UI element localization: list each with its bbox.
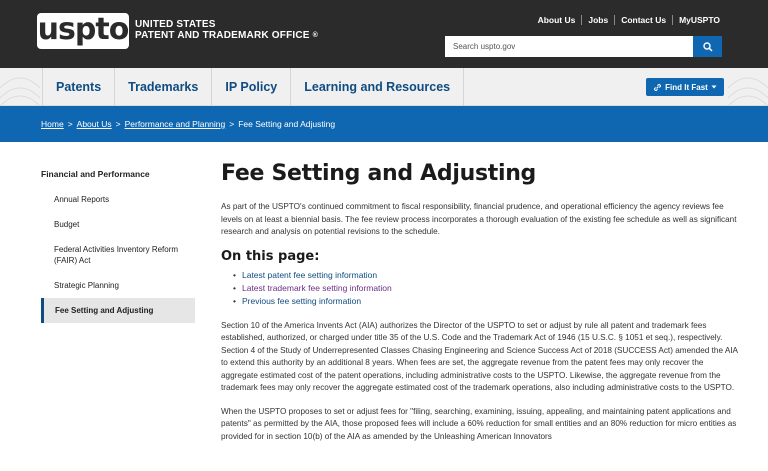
toc-link-trademark-fee[interactable]: • Latest trademark fee setting information	[233, 282, 741, 295]
breadcrumb	[41, 106, 335, 142]
on-this-page-list	[221, 269, 741, 308]
sidebar-item-fee-setting[interactable]: Fee Setting and Adjusting	[41, 298, 195, 323]
breadcrumb-separator: >	[67, 119, 73, 129]
breadcrumb-performance-planning[interactable]: Performance and Planning	[124, 119, 226, 129]
registered-mark: ®	[312, 32, 319, 39]
util-link-about-us[interactable]: About Us	[537, 15, 576, 25]
breadcrumb-bar	[0, 106, 768, 142]
util-link-myuspto[interactable]: MyUSPTO	[679, 15, 720, 25]
breadcrumb-separator: >	[229, 119, 235, 129]
link-icon	[653, 83, 662, 92]
uspto-logo[interactable]	[37, 13, 129, 49]
util-separator	[614, 15, 615, 25]
util-link-contact-us[interactable]: Contact Us	[621, 15, 667, 25]
breadcrumb-separator: >	[115, 119, 121, 129]
sidebar-item-strategic-planning[interactable]: Strategic Planning	[54, 281, 119, 290]
search-input[interactable]	[445, 36, 693, 57]
nav-item-trademarks[interactable]: Trademarks	[115, 68, 212, 106]
search-icon	[703, 42, 713, 52]
on-this-page-heading: On this page:	[221, 248, 320, 264]
sidebar-heading: Financial and Performance	[41, 169, 150, 179]
util-link-jobs[interactable]: Jobs	[588, 15, 609, 25]
sidebar-item-fair-act[interactable]: Federal Activities Inventory Reform (FAIR) Act	[54, 245, 179, 265]
nav-item-ip-policy[interactable]: IP Policy	[212, 68, 291, 106]
main-nav	[0, 68, 768, 106]
search-bar	[445, 36, 722, 57]
util-separator	[581, 15, 582, 25]
caret-down-icon	[711, 84, 717, 90]
logo-text: uspto	[37, 12, 129, 47]
nav-item-patents[interactable]: Patents	[42, 68, 115, 106]
utility-nav	[538, 15, 720, 25]
decorative-pattern-right	[728, 68, 768, 106]
sidebar-item-budget[interactable]: Budget	[54, 220, 80, 229]
org-line-2: PATENT AND TRADEMARK OFFICE	[135, 30, 310, 42]
org-name[interactable]	[135, 19, 318, 41]
fee-reduction-paragraph: When the USPTO proposes to set or adjust fees for "filing, searching, examining, issuing, appealing, and maintaining patent applications and patents" as permitted by the AIA, those proposed fees will include a 60% reduction for small entities and an 80% reduction for micro entities as provided for in section 10(b) of the AIA as amended by the Unleashing American Innovators	[221, 406, 737, 441]
decorative-pattern-left	[0, 68, 40, 106]
toc-link-previous-fee[interactable]: • Previous fee setting information	[233, 295, 741, 308]
find-it-fast-label: Find It Fast	[665, 82, 708, 92]
find-it-fast-button[interactable]	[646, 78, 724, 96]
toc-link-patent-fee[interactable]: • Latest patent fee setting information	[233, 269, 741, 282]
site-header	[0, 0, 768, 68]
aia-section-10-paragraph: Section 10 of the America Invents Act (AIA) authorizes the Director of the USPTO to set or adjust by rule all patent and trademark fees established, authorized, or charged under title 35 of the U.S. Code and the Trademark Act of 1946 (15 U.S.C. § 1051 et seq.), respectively. Section 4 of the Study of Underrepresented Classes Chasing Engineering and Science Success Act of 2018 (SUCCESS Act) amended the AIA to extend this authority by an additional 8 years. When fees are set, the aggregate revenue from the patent fees may only recover the aggregate estimated cost of the patent operations, including administrative costs to the USPTO. Likewise, the aggregate revenue from the trademark fees may only recover the aggregate estimated cost of the trademark operations, also including administrative costs to the USPTO.	[221, 320, 738, 392]
search-button[interactable]	[693, 36, 722, 57]
main-content	[221, 159, 741, 443]
breadcrumb-current: Fee Setting and Adjusting	[238, 119, 336, 129]
breadcrumb-home[interactable]: Home	[41, 119, 64, 129]
intro-paragraph: As part of the USPTO's continued commitment to fiscal responsibility, financial prudence, and operational efficiency the agency reviews fee levels on at least a biennial basis. The fee review process incorporates a thorough evaluation of the existing fee schedule as well as significant research and analysis on potential revisions to the schedule.	[221, 202, 737, 236]
sidebar-nav	[41, 187, 195, 323]
nav-item-learning-resources[interactable]: Learning and Resources	[291, 68, 464, 106]
sidebar-item-annual-reports[interactable]: Annual Reports	[54, 195, 110, 204]
util-separator	[672, 15, 673, 25]
page-title: Fee Setting and Adjusting	[221, 161, 537, 186]
breadcrumb-about-us[interactable]: About Us	[76, 119, 112, 129]
org-line-1: UNITED STATES	[135, 19, 216, 30]
